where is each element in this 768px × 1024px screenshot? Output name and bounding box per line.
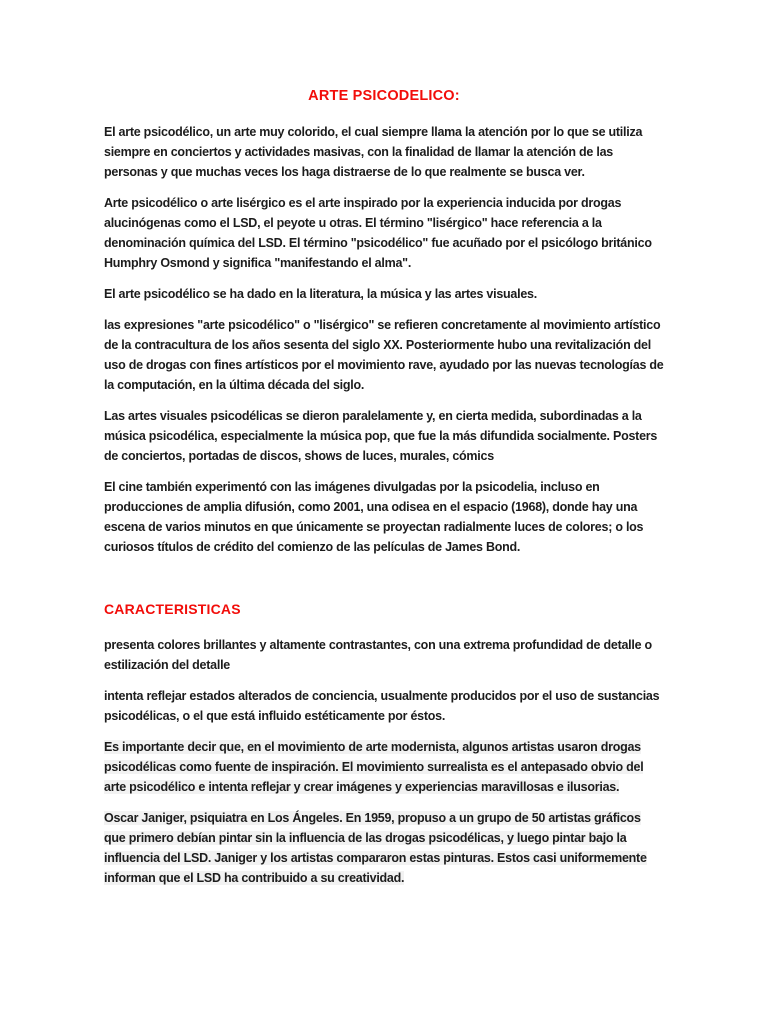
intro-paragraph-6: El cine también experimentó con las imágenes divulgadas por la psicodelia, incluso en producciones de amplia difusión, como 2001, una odisea en el espacio (1968), donde hay una escena de varios minutos en que únicamente se proyectan radialmente luces de colores; o los curiosos títulos de crédito del comienzo de las películas de James Bond.: [104, 480, 644, 554]
section-heading-caracteristicas: CARACTERISTICAS: [104, 601, 241, 617]
section-paragraph-3: [104, 737, 664, 797]
intro-paragraph-2: Arte psicodélico o arte lisérgico es el arte inspirado por la experiencia inducida por drogas alucinógenas como el LSD, el peyote u otras. El término "lisérgico" hace referencia a la denominación química del LSD. El término "psicodélico" fue acuñado por el psicólogo británico Humphry Osmond y significa "manifestando el alma".: [104, 196, 652, 270]
section-paragraph-4: [104, 808, 664, 888]
highlighted-text: Oscar Janiger, psiquiatra en Los Ángeles. En 1959, propuso a un grupo de 50 artistas gráficos que primero debían pintar sin la influencia de las drogas psicodélicas, y luego pintar bajo la influencia del LSD. Janiger y los artistas compararon estas pinturas. Estos casi uniformemente informan que el LSD ha contribuido a su creatividad.: [104, 811, 647, 885]
intro-paragraph-4: las expresiones "arte psicodélico" o "lisérgico" se refieren concretamente al movimiento artístico de la contracultura de los años sesenta del siglo XX. Posteriormente hubo una revitalización del uso de drogas con fines artísticos por el movimiento rave, ayudado por las nuevas tecnologías de la computación, en la última década del siglo.: [104, 318, 664, 392]
intro-paragraph-5: Las artes visuales psicodélicas se dieron paralelamente y, en cierta medida, subordinadas a la música psicodélica, especialmente la música pop, que fue la más difundida socialmente. Posters de conciertos, portadas de discos, shows de luces, murales, cómics: [104, 409, 658, 463]
document-title: ARTE PSICODELICO:: [308, 88, 460, 104]
intro-paragraph-3: El arte psicodélico se ha dado en la literatura, la música y las artes visuales.: [104, 287, 537, 301]
highlighted-text: Es importante decir que, en el movimiento de arte modernista, algunos artistas usaron drogas psicodélicas como fuente de inspiración. El movimiento surrealista es el antepasado obvio del arte psicodélico e intenta reflejar y crear imágenes y experiencias maravillosas e ilusorias.: [104, 740, 644, 794]
intro-paragraph-1: El arte psicodélico, un arte muy colorido, el cual siempre llama la atención por lo que se utiliza siempre en conciertos y actividades masivas, con la finalidad de llamar la atención de las personas y que muchas veces los haga distraerse de lo que realmente se busca ver.: [104, 125, 643, 179]
section-paragraph-1: presenta colores brillantes y altamente contrastantes, con una extrema profundidad de detalle o estilización del detalle: [104, 638, 652, 672]
section-paragraph-2: intenta reflejar estados alterados de conciencia, usualmente producidos por el uso de sustancias psicodélicas, o el que está influido estéticamente por éstos.: [104, 689, 660, 723]
